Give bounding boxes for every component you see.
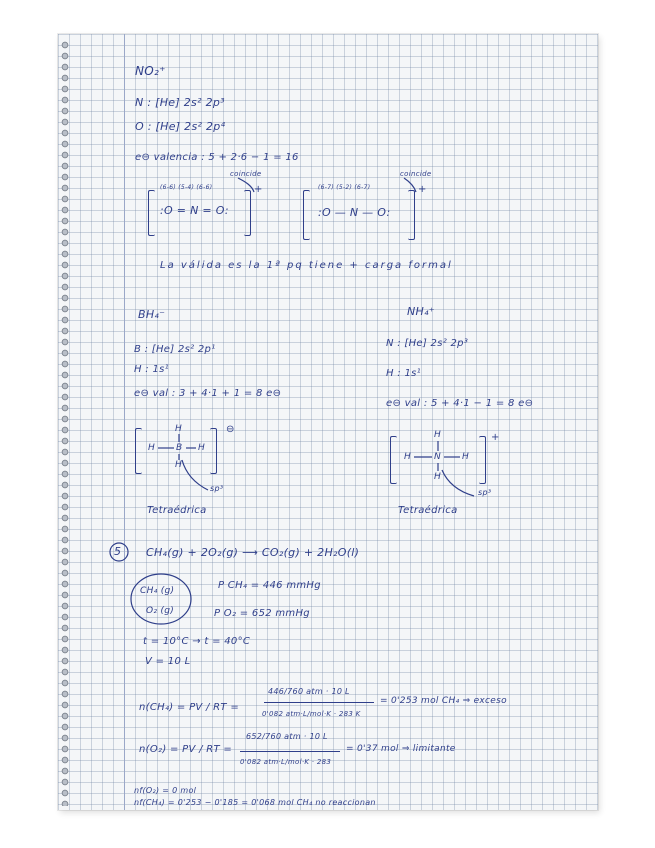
bh4-geometry: Tetraédrica <box>147 505 207 516</box>
n-ch4-result: = 0'253 mol CH₄ ⇒ exceso <box>380 696 507 706</box>
coincide-label-right: coincide <box>400 170 432 178</box>
no2-valence: e⊖ valencia : 5 + 2·6 − 1 = 16 <box>135 152 299 163</box>
final-ch4-line: nf(CH₄) = 0'253 − 0'185 = 0'068 mol CH₄ no reaccionan <box>134 798 376 807</box>
no2-formula: NO₂⁺ <box>135 64 166 78</box>
bh4-b-config: B : [He] 2s² 2p¹ <box>134 344 216 355</box>
nh4-n-config: N : [He] 2s² 2p³ <box>386 338 469 349</box>
no2-formal-charges-left: (6-6) (5-4) (6-6) <box>160 184 213 191</box>
bh4-valence: e⊖ val : 3 + 4·1 + 1 = 8 e⊖ <box>134 388 282 399</box>
nh4-valence: e⊖ val : 5 + 4·1 − 1 = 8 e⊖ <box>386 398 534 409</box>
volume: V = 10 L <box>145 656 191 667</box>
reaction-equation: CH₄(g) + 2O₂(g) ⟶ CO₂(g) + 2H₂O(l) <box>146 546 360 559</box>
nh4-charge: + <box>491 432 500 443</box>
fraction-bar <box>240 751 340 752</box>
bh4-h-left: H <box>148 443 156 453</box>
circled-reactant-2: O₂ (g) <box>146 606 175 616</box>
circled-reactant-1: CH₄ (g) <box>140 586 175 596</box>
no2-charge-right: + <box>418 184 427 195</box>
bh4-h-bottom: H <box>175 460 183 470</box>
nh4-geometry: Tetraédrica <box>398 505 458 516</box>
n-ch4-numerator: 446/760 atm · 10 L <box>268 687 350 696</box>
bh4-h-config: H : 1s¹ <box>134 364 169 375</box>
n-ch4-lhs: n(CH₄) = PV / RT = <box>139 702 239 713</box>
nh4-h-left: H <box>404 452 412 462</box>
no2-charge-left: + <box>254 184 263 195</box>
pressure-o2: P O₂ = 652 mmHg <box>214 608 310 619</box>
fraction-bar <box>264 702 374 703</box>
bh4-formula: BH₄⁻ <box>138 308 166 321</box>
nh4-h-top: H <box>434 430 442 440</box>
nh4-hybrid: sp³ <box>478 488 492 497</box>
bh4-hybrid: sp³ <box>210 484 224 493</box>
n-ch4-denominator: 0'082 atm·L/mol·K · 283 K <box>262 710 361 718</box>
bh4-b-center: B <box>176 443 183 453</box>
nh4-h-right: H <box>462 452 470 462</box>
no2-structure-left: :O = N = O: <box>160 204 229 217</box>
nh4-formula: NH₄⁺ <box>407 305 435 318</box>
no2-conclusion: La válida es la 1ª pq tiene + carga formal <box>160 260 453 271</box>
no2-o-config: O : [He] 2s² 2p⁴ <box>135 120 226 133</box>
bh4-h-top: H <box>175 424 183 434</box>
n-o2-denominator: 0'082 atm·L/mol·K · 283 <box>240 758 332 766</box>
bh4-h-right: H <box>198 443 206 453</box>
final-o2-line: nf(O₂) = 0 mol <box>134 786 197 795</box>
n-o2-result: = 0'37 mol ⇒ limitante <box>346 744 456 754</box>
no2-formal-charges-right: (6-7) (5-2) (6-7) <box>318 184 371 191</box>
problem-number: 5 <box>114 545 122 558</box>
nh4-h-bottom: H <box>434 472 442 482</box>
bh4-charge: ⊖ <box>226 424 235 435</box>
no2-structure-right: :O — N — O: <box>318 206 391 219</box>
pressure-ch4: P CH₄ = 446 mmHg <box>218 580 321 591</box>
no2-n-config: N : [He] 2s² 2p³ <box>135 96 225 109</box>
n-o2-numerator: 652/760 atm · 10 L <box>246 732 328 741</box>
nh4-h-config: H : 1s¹ <box>386 368 421 379</box>
coincide-label-left: coincide <box>230 170 262 178</box>
n-o2-lhs: n(O₂) = PV / RT = <box>139 744 233 755</box>
temperature: t = 10°C → t = 40°C <box>143 636 251 647</box>
nh4-n-center: N <box>434 452 442 462</box>
